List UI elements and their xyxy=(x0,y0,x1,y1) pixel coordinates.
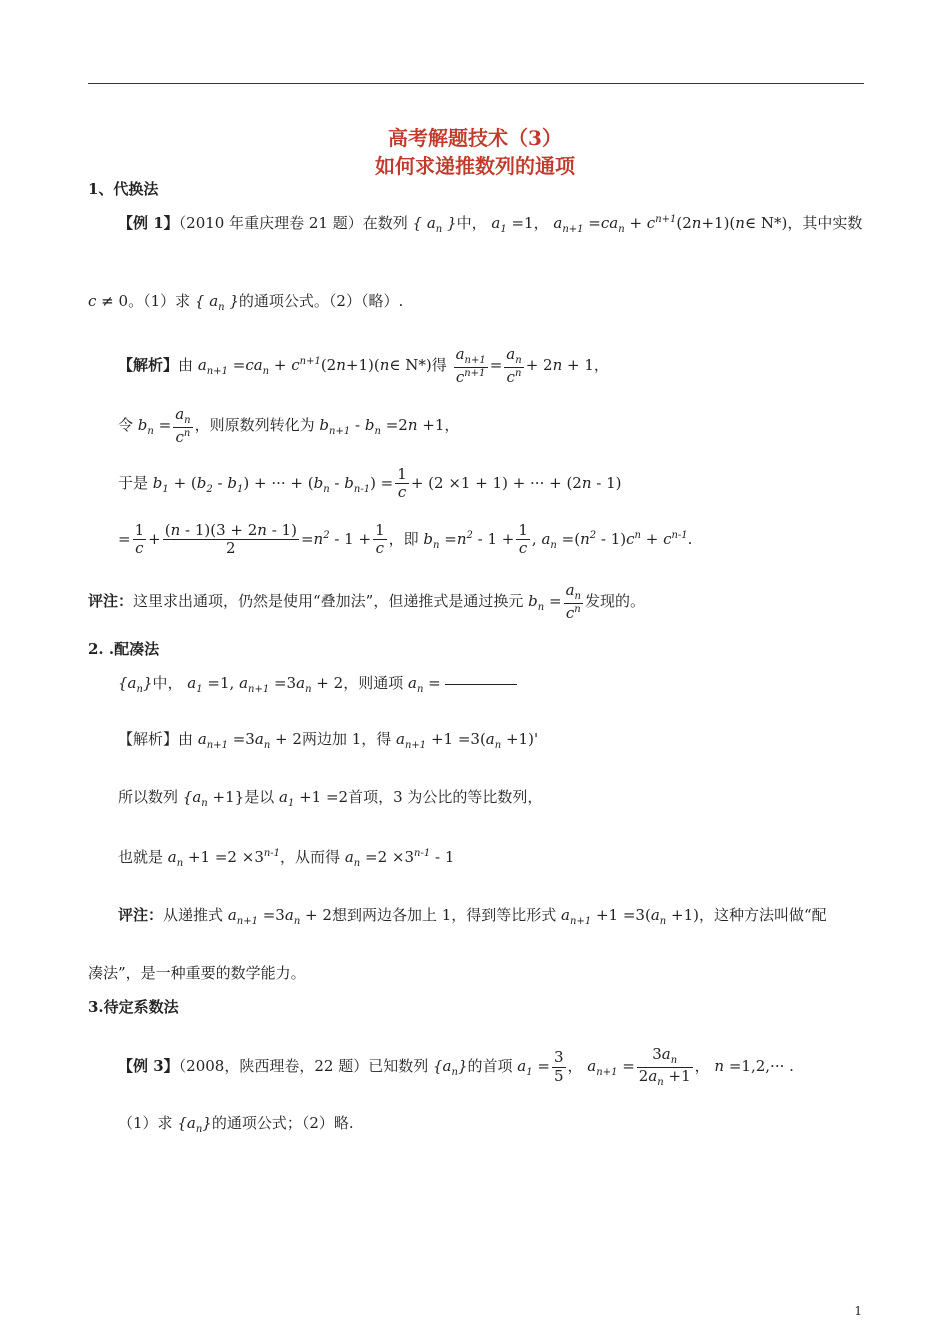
header-rule xyxy=(88,83,864,84)
formula: { $a_n$ } xyxy=(412,214,457,235)
problem-2: $\{a_n\}$中， $a_1 =1$, $a_{n+1} =3a_n + 2$，则通项 $a_n$ = xyxy=(118,674,517,696)
formula: $a_1 +1 =2$ xyxy=(278,788,349,809)
formula: $\{a_n\}$ xyxy=(177,1114,212,1135)
formula: $a_{n+1} +1 =3(a_n +1)$ xyxy=(561,906,699,927)
formula: c ≠ 0 xyxy=(88,292,129,310)
example-1-line-1: 【例 1】（2010 年重庆理卷 21 题）在数列 { $a_n$ }中， $a_1 =1$， $a_{n+1} =ca_n$ + $c^{n+1}(2n+1)(n\in$ N*)，其中实数 xyxy=(118,214,863,235)
solution-2-line-2: 所以数列 $\{a_n +1\}$是以 $a_1 +1 =2$首项，3 为公比的等比数列， xyxy=(118,788,543,809)
section-3-heading: 3.待定系数法 xyxy=(88,998,179,1016)
note-2-line-1: 评注：从递推式 $a_{n+1} =3a_n + 2$想到两边各加上 1，得到等比形式 $a_{n+1} +1 =3(a_n +1)$，这种方法叫做“配 xyxy=(118,906,827,927)
formula: $\{a_n +1\}$ xyxy=(182,788,245,809)
page-number: 1 xyxy=(854,1304,862,1318)
formula: { $a_n$ } xyxy=(194,292,239,313)
formula: $\frac{a_{n+1}}{c^{n+1}}$ = $\frac{a_n}{c^n}$ + 2n + 1， xyxy=(455,345,609,386)
example-1-line-2: c ≠ 0。（1）求 { $a_n$ }的通项公式。（2）（略）. xyxy=(88,292,404,313)
solution-2-line-1: 【解析】由 $a_{n+1} =3a_n + 2$两边加 1，得 $a_{n+1} +1 =3(a_n +1)'$ xyxy=(118,730,539,751)
formula: $\{a_n\}$ xyxy=(432,1057,468,1078)
formula: $b_n$ = $\frac{a_n}{c^n}$ xyxy=(528,581,581,622)
section-1-heading: 1、代换法 xyxy=(88,180,159,198)
note-1: 评注：这里求出通项，仍然是使用“叠加法”，但递推式是通过换元 $b_n$ = $\frac{a_n}{c^n}$ 发现的。 xyxy=(88,581,645,622)
section-2-heading: 2. .配凑法 xyxy=(88,640,160,658)
solution-1-line-1: 【解析】由 $a_{n+1} =ca_n$ + $c^{n+1}(2n+1)(n\in$ N*)得 $\frac{a_{n+1}}{c^{n+1}}$ = $\frac{a_n}{c^n}$ + 2n + 1， xyxy=(118,345,609,386)
formula: $a_{n+1} +1 =3(a_n +1)'$ xyxy=(396,730,539,751)
example-3-line-1: 【例 3】（2008，陕西理卷，22 题）已知数列 $\{a_n\}$的首项 $a_1$ = $\frac{3}{5}$ ， $a_{n+1}$ = $\frac{3a_n}{2a_n +1}$ ， n =1,2,··· . xyxy=(118,1045,794,1088)
solution-2-line-3: 也就是 $a_n +1 =2 \times 3^{n-1}$，从而得 $a_n =2 \times 3^{n-1} - 1$ xyxy=(118,848,455,869)
formula: $\{a_n\}$ xyxy=(118,674,153,695)
formula: = $\frac{1}{c}$ + $\frac{(n - 1)(3 + 2n - 1)}{2}$ $=n^2 - 1$ + $\frac{1}{c}$ xyxy=(118,521,385,558)
formula: $a_1$ = $\frac{3}{5}$ ， $a_{n+1}$ = $\frac{3a_n}{2a_n +1}$ ， n =1,2,··· . xyxy=(517,1045,794,1088)
formula: $a_{n+1} =3a_n + 2$ xyxy=(227,906,332,927)
formula: $b_n$ = $\frac{a_n}{c^n}$ xyxy=(137,405,191,446)
solution-1-line-4: = $\frac{1}{c}$ + $\frac{(n - 1)(3 + 2n - 1)}{2}$ $=n^2 - 1$ + $\frac{1}{c}$ ，即 $b_n =n^2 - 1$ + $\frac{1}{c}$ , $a_n =(n^2 - 1)c^n + c^{n-1}$. xyxy=(118,521,693,558)
formula: $a_{n+1} =3a_n + 2$ xyxy=(197,730,302,751)
solution-1-line-2: 令 $b_n$ = $\frac{a_n}{c^n}$ ，则原数列转化为 $b_{n+1} - b_n =2n +1$， xyxy=(118,405,460,446)
title-line-2: 如何求递推数列的通项 xyxy=(375,154,575,178)
solution-1-line-3: 于是 $b_1 + (b_2 - b_1)$ + ··· + $(b_n - b_{n-1})$ = $\frac{1}{c}$ + (2 ×1 + 1) + ··· + (2n - 1) xyxy=(118,465,622,502)
formula: $a_n =2 \times 3^{n-1} - 1$ xyxy=(344,848,455,869)
formula: $a_1 =1$， $a_{n+1} =ca_n$ + $c^{n+1}(2n+1)(n\in$ N*) xyxy=(491,214,788,235)
note-2-line-2: 凑法”，是一种重要的数学能力。 xyxy=(88,964,306,982)
formula: $b_1 + (b_2 - b_1)$ + ··· + $(b_n - b_{n-1})$ = $\frac{1}{c}$ + (2 ×1 + 1) + ··· + (2n - 1) xyxy=(152,465,622,502)
formula: $a_n$ = xyxy=(407,674,441,695)
example-3-line-2: （1）求 $\{a_n\}$的通项公式；（2）略. xyxy=(118,1114,354,1135)
answer-blank[interactable] xyxy=(445,684,517,685)
formula: $a_{n+1} =ca_n$ + $c^{n+1}(2n+1)(n\in$ N*) xyxy=(197,355,432,377)
formula: $b_n =n^2 - 1$ + $\frac{1}{c}$ , $a_n =(n^2 - 1)c^n + c^{n-1}$. xyxy=(423,521,693,558)
example-1-label: 【例 1】 xyxy=(118,214,179,232)
title-line-1: 高考解题技术（3） xyxy=(388,126,562,150)
formula: $b_{n+1} - b_n =2n +1$， xyxy=(319,415,460,437)
formula: $a_1 =1$, $a_{n+1} =3a_n + 2$ xyxy=(187,674,344,695)
formula: $a_n +1 =2 \times 3^{n-1}$ xyxy=(167,848,281,869)
